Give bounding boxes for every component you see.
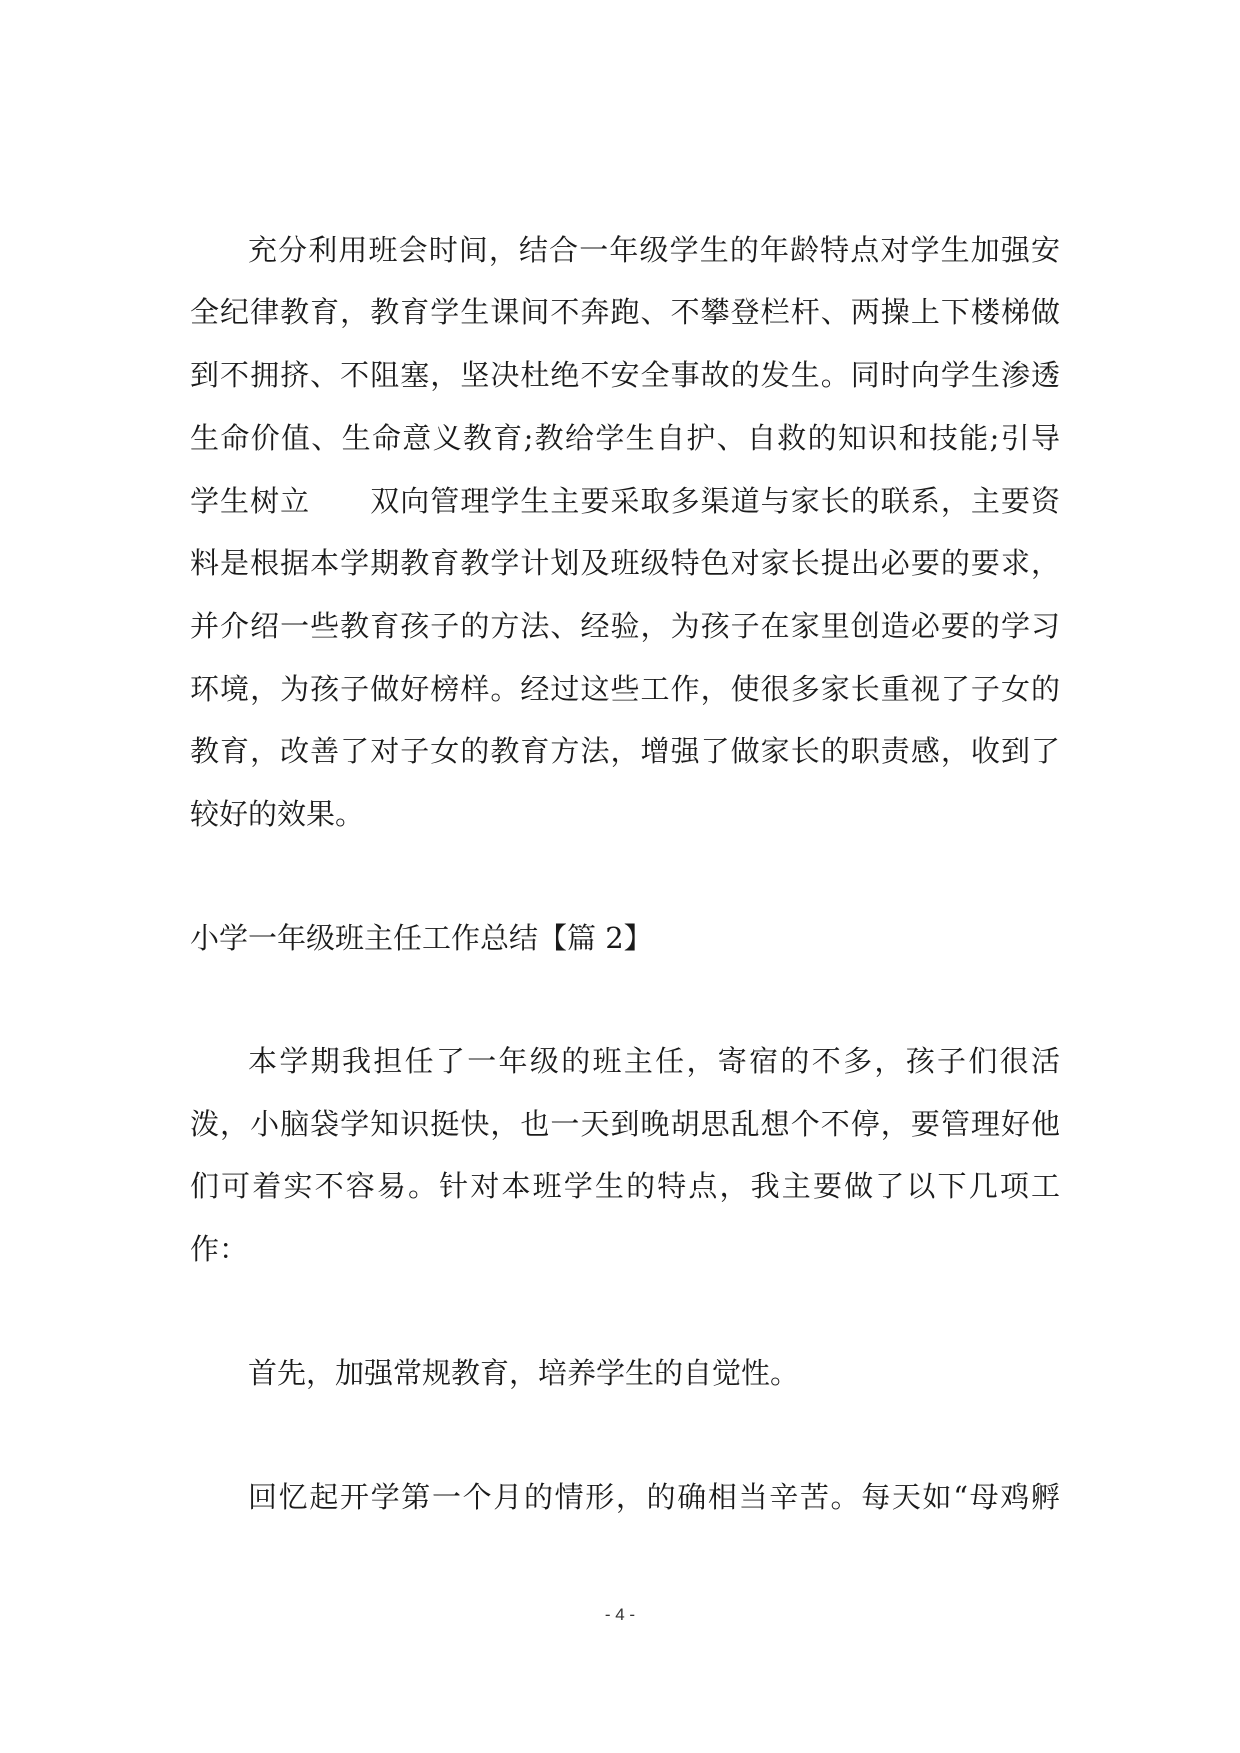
- paragraph-2-line-3: 们可着实不容易。针对本班学生的特点，我主要做了以下几项工: [190, 1169, 1060, 1203]
- section-heading: 小学一年级班主任工作总结【篇 2】: [190, 921, 653, 955]
- paragraph-1-line-3: 到不拥挤、不阻塞，坚决杜绝不安全事故的发生。同时向学生渗透: [190, 358, 1060, 392]
- paragraph-1-line-2: 全纪律教育，教育学生课间不奔跑、不攀登栏杆、两操上下楼梯做: [190, 295, 1060, 329]
- paragraph-1-line-1: 充分利用班会时间，结合一年级学生的年龄特点对学生加强安: [248, 233, 1060, 267]
- paragraph-1-line-9: 教育，改善了对子女的教育方法，增强了做家长的职责感，收到了: [190, 734, 1060, 768]
- page-number: - 4 -: [604, 1605, 636, 1624]
- paragraph-2-line-2: 泼，小脑袋学知识挺快，也一天到晚胡思乱想个不停，要管理好他: [190, 1107, 1060, 1141]
- paragraph-4-line-1: 回忆起开学第一个月的情形，的确相当辛苦。每天如“母鸡孵: [248, 1480, 1060, 1514]
- paragraph-1-line-6: 料是根据本学期教育教学计划及班级特色对家长提出必要的要求，: [190, 546, 1060, 580]
- paragraph-2-line-4: 作：: [190, 1232, 249, 1266]
- paragraph-1-line-8: 环境，为孩子做好榜样。经过这些工作，使很多家长重视了子女的: [190, 672, 1060, 706]
- paragraph-1-line-5: 学生树立 双向管理学生主要采取多渠道与家长的联系，主要资: [190, 484, 1060, 518]
- paragraph-3: 首先，加强常规教育，培养学生的自觉性。: [248, 1356, 800, 1390]
- paragraph-2-line-1: 本学期我担任了一年级的班主任，寄宿的不多，孩子们很活: [248, 1044, 1060, 1078]
- paragraph-1-line-4: 生命价值、生命意义教育;教给学生自护、自救的知识和技能;引导: [190, 421, 1060, 455]
- paragraph-1-line-10: 较好的效果。: [190, 797, 365, 831]
- paragraph-1-line-7: 并介绍一些教育孩子的方法、经验，为孩子在家里创造必要的学习: [190, 609, 1060, 643]
